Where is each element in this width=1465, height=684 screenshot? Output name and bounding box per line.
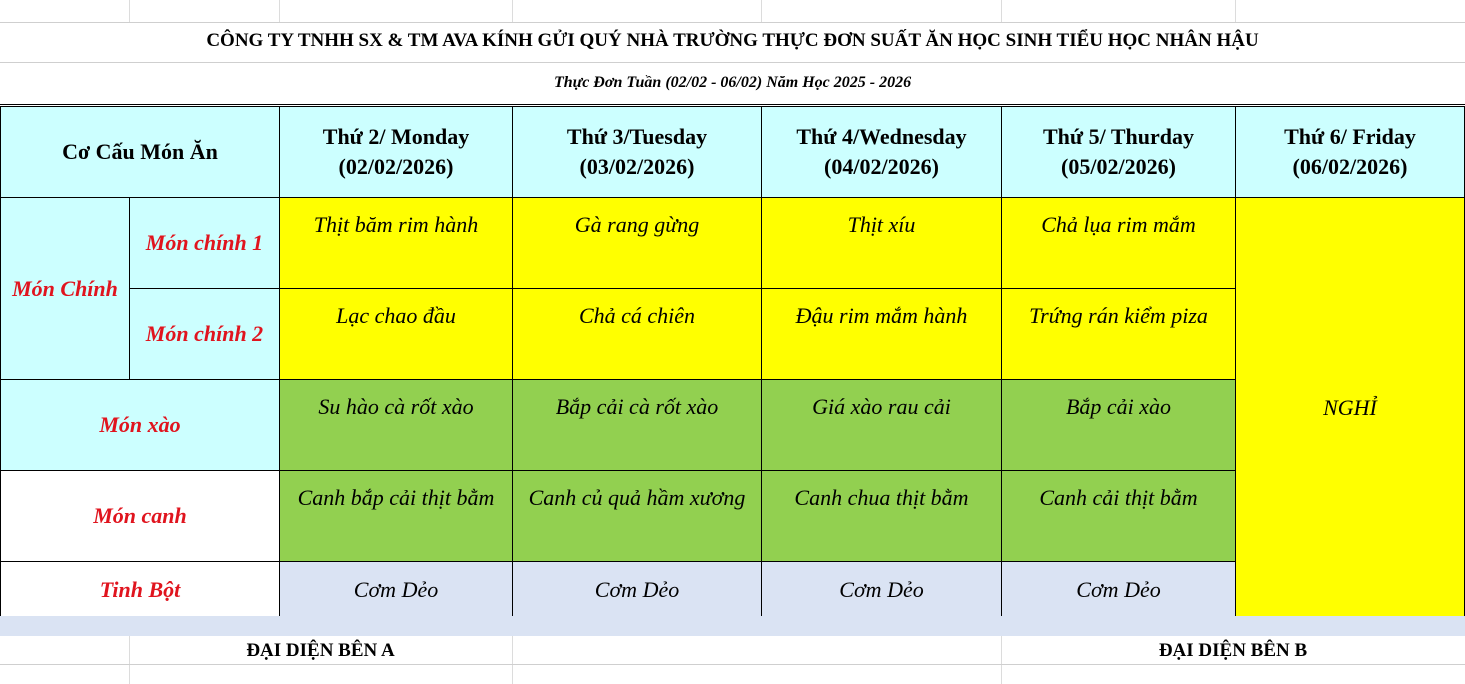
day-header-tuesday xyxy=(513,107,762,198)
day-name: Thứ 5/ Thurday xyxy=(1043,124,1194,149)
dish-cell: Thịt băm rim hành xyxy=(280,198,513,289)
day-date: (06/02/2026) xyxy=(1292,154,1408,179)
day-name: Thứ 6/ Friday xyxy=(1284,124,1416,149)
dish-cell: Cơm Dẻo xyxy=(513,562,762,618)
dish-cell: Canh bắp cải thịt bằm xyxy=(280,471,513,562)
category-stir-fry: Món xào xyxy=(1,380,280,471)
header-row xyxy=(1,107,1465,198)
page-title: CÔNG TY TNHH SX & TM AVA KÍNH GỬI QUÝ NHÀ TRƯỜNG THỰC ĐƠN SUẤT ĂN HỌC SINH TIỂU HỌC NHÂN HẬU xyxy=(206,30,1259,51)
sheet-gridline xyxy=(129,0,130,22)
day-name: Thứ 2/ Monday xyxy=(322,124,470,149)
dish-cell: Chả cá chiên xyxy=(513,289,762,380)
sheet-gridline xyxy=(761,0,762,22)
category-main-group: Món Chính xyxy=(1,198,130,380)
dish-cell: Chả lụa rim mắm xyxy=(1002,198,1236,289)
dish-cell: Bắp cải cà rốt xào xyxy=(513,380,762,471)
category-starch: Tinh Bột xyxy=(1,562,280,618)
menu-table xyxy=(0,106,1465,618)
day-header-friday xyxy=(1236,107,1465,198)
table-row xyxy=(1,198,1465,289)
sheet-gridline xyxy=(1001,0,1002,22)
day-date: (02/02/2026) xyxy=(338,154,454,179)
friday-off-cell: NGHỈ xyxy=(1236,198,1465,618)
dish-cell: Giá xào rau cải xyxy=(762,380,1002,471)
dish-cell: Canh cải thịt bằm xyxy=(1002,471,1236,562)
dish-cell: Thịt xíu xyxy=(762,198,1002,289)
corner-label: Cơ Cấu Món Ăn xyxy=(1,107,280,198)
dish-cell: Su hào cà rốt xào xyxy=(280,380,513,471)
dish-cell: Cơm Dẻo xyxy=(1002,562,1236,618)
day-date: (04/02/2026) xyxy=(824,154,939,179)
separator-band xyxy=(0,616,1465,636)
sheet-gridline xyxy=(279,0,280,22)
category-main2: Món chính 2 xyxy=(130,289,280,380)
dish-cell: Bắp cải xào xyxy=(1002,380,1236,471)
signature-party-b: ĐẠI DIỆN BÊN B xyxy=(1158,640,1308,661)
day-header-monday xyxy=(280,107,513,198)
sheet-gridline xyxy=(0,62,1465,63)
dish-cell: Gà rang gừng xyxy=(513,198,762,289)
signature-party-a: ĐẠI DIỆN BÊN A xyxy=(246,640,395,661)
day-header-wednesday xyxy=(762,107,1002,198)
sheet-gridline xyxy=(512,0,513,22)
day-date: (05/02/2026) xyxy=(1061,154,1176,179)
day-name: Thứ 4/Wednesday xyxy=(796,124,967,149)
day-name: Thứ 3/Tuesday xyxy=(566,124,708,149)
dish-cell: Canh chua thịt bằm xyxy=(762,471,1002,562)
day-date: (03/02/2026) xyxy=(579,154,695,179)
sheet-gridline xyxy=(1235,0,1236,22)
dish-cell: Cơm Dẻo xyxy=(762,562,1002,618)
dish-cell: Cơm Dẻo xyxy=(280,562,513,618)
sheet-gridline xyxy=(0,104,1465,105)
dish-cell: Trứng rán kiểm piza xyxy=(1002,289,1236,380)
dish-cell: Lạc chao đầu xyxy=(280,289,513,380)
sheet-gridline xyxy=(512,636,513,684)
dish-cell: Đậu rim mắm hành xyxy=(762,289,1002,380)
category-soup: Món canh xyxy=(1,471,280,562)
page-subtitle: Thực Đơn Tuần (02/02 - 06/02) Năm Học 2025 - 2026 xyxy=(553,74,912,91)
category-main1: Món chính 1 xyxy=(130,198,280,289)
day-header-thursday xyxy=(1002,107,1236,198)
dish-cell: Canh củ quả hầm xương xyxy=(513,471,762,562)
